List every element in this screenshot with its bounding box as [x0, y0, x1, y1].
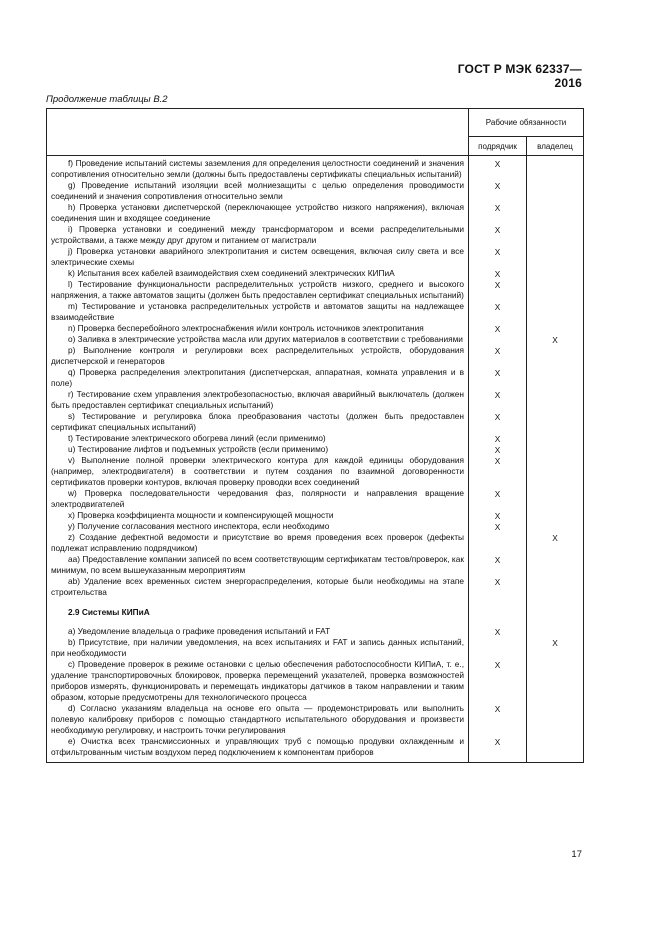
- contractor-mark: X: [494, 323, 501, 334]
- duty-item: c) Проведение проверок в режиме остановки с целью обеспечения работоспособности КИПиА, т. е., удаление транспортировочных блокировок, проверка перемещений указателей, проверка возможностей приборов измерять, функционировать и перемещать индикаторы датчиков в таком направлении и таким образом, которые предусмотрены для технологического процесса: [51, 659, 464, 702]
- duty-item: h) Проверка установки диспетчерской (переключающее устройство низкого напряжения), включая соединения шин и входящее соединение: [51, 202, 464, 223]
- duty-item: ab) Удаление всех временных систем энергораспределения, которые были необходимы на этапе строительства: [51, 576, 464, 597]
- contractor-mark: X: [494, 659, 501, 670]
- header-blank-cell: [47, 109, 469, 156]
- contractor-mark: X: [494, 158, 501, 169]
- contractor-mark: X: [494, 246, 501, 257]
- contractor-mark: X: [494, 345, 501, 356]
- duty-item: u) Тестирование лифтов и подъемных устройств (если применимо): [68, 444, 329, 454]
- duty-item: j) Проверка установки аварийного электропитания и систем освещения, включая силу света и все электрические схемы: [51, 246, 464, 267]
- duty-item: v) Выполнение полной проверки электрического контура для каждой единицы оборудования (например, электродвигателя) в соответствии и путем создания по взаимной договоренности сертификатов проверки контуров, включая проверку проводки всех соединений: [51, 455, 464, 487]
- contractor-mark: X: [494, 367, 501, 378]
- contractor-marks: [469, 156, 527, 763]
- duties-table: [46, 108, 584, 763]
- contractor-mark: X: [494, 488, 501, 499]
- duty-item: f) Проведение испытаний системы заземления для определения целостности соединений и значения сопротивления относительно земли (должны быть предоставлены сертификаты специальных испытаний): [51, 158, 464, 179]
- contractor-mark: X: [494, 268, 501, 279]
- items-list-electrical: [51, 158, 464, 598]
- duty-item: r) Тестирование схем управления электробезопасностью, включая аварийный выключатель (должен быть предоставлен сертификат специальных испытаний): [51, 389, 464, 410]
- contractor-mark: X: [494, 736, 501, 747]
- contractor-mark: X: [494, 411, 501, 422]
- duty-item: t) Тестирование электрического обогрева линий (если применимо): [68, 433, 326, 443]
- header-duties: Рабочие обязанности: [469, 109, 584, 137]
- duty-item: o) Заливка в электрические устройства масла или других материалов в соответствии с требованиями: [68, 334, 463, 344]
- owner-mark: X: [552, 532, 558, 543]
- duty-item: l) Тестирование функциональности распределительных устройств низкого, среднего и высокого напряжения, а также автоматов защиты (должен быть предоставлен сертификат специальных испытаний): [51, 279, 464, 300]
- owner-mark: X: [552, 637, 558, 648]
- duty-item: d) Согласно указаниям владельца на основе его опыта — продемонстрировать или выполнить полевую калибровку приборов с помощью стандартного испытательного оборудования и произвести необходимую регулировку, и настроить точки регулирования: [51, 703, 464, 735]
- owner-mark: X: [552, 334, 558, 345]
- duty-item: m) Тестирование и установка распределительных устройств и автоматов защиты на надлежащее взаимодействие: [51, 301, 464, 322]
- duties-descriptions: [47, 156, 469, 763]
- table-caption: Продолжение таблицы В.2: [46, 94, 168, 105]
- duty-item: i) Проверка установки и соединений между трансформатором и всеми распределительными устройствами, а также между друг другом и питанием от магистрали: [51, 224, 464, 245]
- contractor-mark: X: [494, 510, 501, 521]
- header-contractor: подрядчик: [469, 137, 527, 156]
- contractor-mark: X: [494, 576, 501, 587]
- standard-code: ГОСТ Р МЭК 62337—2016: [457, 62, 582, 90]
- duty-item: e) Очистка всех трансмиссионных и управляющих труб с помощью продувки охлажденным и отфильтрованным чистым воздухом перед подключением к компонентам приборов: [51, 736, 464, 757]
- contractor-mark: X: [494, 389, 501, 400]
- duty-item: y) Получение согласования местного инспектора, если необходимо: [68, 521, 330, 531]
- section-title: 2.9 Системы КИПиА: [68, 607, 150, 617]
- header-owner: владелец: [527, 137, 584, 156]
- contractor-mark: X: [494, 202, 501, 213]
- items-list-instrumentation: [51, 626, 464, 758]
- contractor-mark: X: [494, 301, 501, 312]
- contractor-mark: X: [494, 224, 501, 235]
- contractor-mark: X: [494, 554, 501, 565]
- duty-item: x) Проверка коэффициента мощности и компенсирующей мощности: [68, 510, 334, 520]
- duty-item: n) Проверка бесперебойного электроснабжения и/или контроль источников электропитания: [68, 323, 424, 333]
- duty-item: aa) Предоставление компании записей по всем соответствующим сертификатам тестов/проверок, как минимум, по всем вышеуказанным мероприятиям: [51, 554, 464, 575]
- contractor-mark: X: [494, 433, 501, 444]
- contractor-mark: X: [494, 521, 501, 532]
- page-number: 17: [571, 849, 582, 860]
- duty-item: k) Испытания всех кабелей взаимодействия схем соединений электрических КИПиА: [68, 268, 395, 278]
- duty-item: p) Выполнение контроля и регулировки всех распределительных устройств, оборудования диспетчерской и генераторов: [51, 345, 464, 366]
- contractor-mark: X: [494, 455, 501, 466]
- duty-item: q) Проверка распределения электропитания (диспетчерская, аппаратная, комната управления и в поле): [51, 367, 464, 388]
- contractor-mark: X: [494, 626, 501, 637]
- duty-item: w) Проверка последовательности чередования фаз, полярности и направления вращение электродвигателей: [51, 488, 464, 509]
- duty-item: z) Создание дефектной ведомости и присутствие во время проведения всех проверок (дефекты подлежат исправлению подрядчиком): [51, 532, 464, 553]
- duty-item: b) Присутствие, при наличии уведомления, на всех испытаниях и FAT и запись данных испытаний, при необходимости: [51, 637, 464, 658]
- owner-marks: [527, 156, 584, 763]
- contractor-mark: X: [494, 444, 501, 455]
- contractor-mark: X: [494, 703, 501, 714]
- duty-item: a) Уведомление владельца о графике проведения испытаний и FAT: [68, 626, 331, 636]
- duty-item: g) Проведение испытаний изоляции всей молниезащиты с целью определения проводимости соединений и значения сопротивления относительно земли: [51, 180, 464, 201]
- duty-item: s) Тестирование и регулировка блока преобразования частоты (должен быть предоставлен сертификат специальных испытаний): [51, 411, 464, 432]
- contractor-mark: X: [494, 180, 501, 191]
- contractor-mark: X: [494, 279, 501, 290]
